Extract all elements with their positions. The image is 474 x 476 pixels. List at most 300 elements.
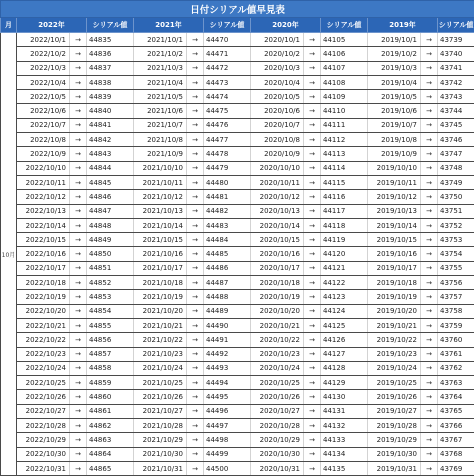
date-cell-2022[interactable]: 2022/10/2 bbox=[17, 47, 70, 61]
date-cell-2021[interactable]: 2021/10/7 bbox=[134, 118, 187, 132]
arrow-icon[interactable]: → bbox=[304, 175, 321, 189]
arrow-icon[interactable]: → bbox=[187, 218, 204, 232]
arrow-icon[interactable]: → bbox=[70, 276, 87, 290]
arrow-icon[interactable]: → bbox=[70, 61, 87, 75]
arrow-icon[interactable]: → bbox=[70, 90, 87, 104]
arrow-icon[interactable]: → bbox=[421, 347, 438, 361]
serial-cell-2020[interactable]: 44122 bbox=[321, 276, 368, 290]
arrow-icon[interactable]: → bbox=[421, 419, 438, 433]
date-cell-2021[interactable]: 2021/10/15 bbox=[134, 233, 187, 247]
arrow-icon[interactable]: → bbox=[187, 233, 204, 247]
date-cell-2021[interactable]: 2021/10/23 bbox=[134, 347, 187, 361]
serial-cell-2020[interactable]: 44121 bbox=[321, 261, 368, 275]
serial-cell-2022[interactable]: 44857 bbox=[87, 347, 134, 361]
arrow-icon[interactable]: → bbox=[70, 247, 87, 261]
serial-cell-2019[interactable]: 43768 bbox=[438, 447, 474, 461]
date-cell-2022[interactable]: 2022/10/29 bbox=[17, 433, 70, 447]
arrow-icon[interactable]: → bbox=[421, 147, 438, 161]
arrow-icon[interactable]: → bbox=[70, 390, 87, 404]
arrow-icon[interactable]: → bbox=[70, 290, 87, 304]
serial-cell-2021[interactable]: 44476 bbox=[204, 118, 251, 132]
date-cell-2021[interactable]: 2021/10/14 bbox=[134, 218, 187, 232]
serial-cell-2019[interactable]: 43749 bbox=[438, 175, 474, 189]
date-cell-2019[interactable]: 2019/10/15 bbox=[368, 233, 421, 247]
date-cell-2020[interactable]: 2020/10/17 bbox=[251, 261, 304, 275]
serial-cell-2021[interactable]: 44496 bbox=[204, 404, 251, 418]
date-cell-2022[interactable]: 2022/10/16 bbox=[17, 247, 70, 261]
serial-cell-2019[interactable]: 43757 bbox=[438, 290, 474, 304]
serial-cell-2020[interactable]: 44130 bbox=[321, 390, 368, 404]
serial-cell-2021[interactable]: 44484 bbox=[204, 233, 251, 247]
serial-cell-2021[interactable]: 44494 bbox=[204, 376, 251, 390]
date-cell-2021[interactable]: 2021/10/29 bbox=[134, 433, 187, 447]
date-cell-2022[interactable]: 2022/10/3 bbox=[17, 61, 70, 75]
date-cell-2019[interactable]: 2019/10/24 bbox=[368, 361, 421, 375]
arrow-icon[interactable]: → bbox=[304, 361, 321, 375]
serial-cell-2021[interactable]: 44473 bbox=[204, 75, 251, 89]
serial-cell-2022[interactable]: 44841 bbox=[87, 118, 134, 132]
serial-cell-2022[interactable]: 44835 bbox=[87, 33, 134, 47]
arrow-icon[interactable]: → bbox=[421, 318, 438, 332]
date-cell-2021[interactable]: 2021/10/11 bbox=[134, 175, 187, 189]
arrow-icon[interactable]: → bbox=[187, 433, 204, 447]
date-cell-2022[interactable]: 2022/10/15 bbox=[17, 233, 70, 247]
serial-cell-2019[interactable]: 43745 bbox=[438, 118, 474, 132]
date-cell-2019[interactable]: 2019/10/22 bbox=[368, 333, 421, 347]
arrow-icon[interactable]: → bbox=[70, 318, 87, 332]
serial-cell-2021[interactable]: 44472 bbox=[204, 61, 251, 75]
date-cell-2019[interactable]: 2019/10/7 bbox=[368, 118, 421, 132]
serial-cell-2019[interactable]: 43769 bbox=[438, 461, 474, 475]
arrow-icon[interactable]: → bbox=[421, 304, 438, 318]
arrow-icon[interactable]: → bbox=[70, 461, 87, 475]
arrow-icon[interactable]: → bbox=[70, 161, 87, 175]
date-cell-2021[interactable]: 2021/10/18 bbox=[134, 276, 187, 290]
arrow-icon[interactable]: → bbox=[421, 333, 438, 347]
date-cell-2019[interactable]: 2019/10/30 bbox=[368, 447, 421, 461]
date-cell-2020[interactable]: 2020/10/6 bbox=[251, 104, 304, 118]
serial-cell-2021[interactable]: 44498 bbox=[204, 433, 251, 447]
serial-cell-2019[interactable]: 43742 bbox=[438, 75, 474, 89]
date-cell-2022[interactable]: 2022/10/25 bbox=[17, 376, 70, 390]
date-cell-2022[interactable]: 2022/10/21 bbox=[17, 318, 70, 332]
date-cell-2022[interactable]: 2022/10/30 bbox=[17, 447, 70, 461]
date-cell-2022[interactable]: 2022/10/19 bbox=[17, 290, 70, 304]
date-cell-2021[interactable]: 2021/10/21 bbox=[134, 318, 187, 332]
date-cell-2019[interactable]: 2019/10/11 bbox=[368, 175, 421, 189]
date-cell-2021[interactable]: 2021/10/24 bbox=[134, 361, 187, 375]
arrow-icon[interactable]: → bbox=[187, 161, 204, 175]
date-cell-2019[interactable]: 2019/10/26 bbox=[368, 390, 421, 404]
serial-cell-2020[interactable]: 44110 bbox=[321, 104, 368, 118]
serial-cell-2020[interactable]: 44114 bbox=[321, 161, 368, 175]
serial-cell-2021[interactable]: 44483 bbox=[204, 218, 251, 232]
serial-cell-2020[interactable]: 44116 bbox=[321, 190, 368, 204]
serial-cell-2020[interactable]: 44108 bbox=[321, 75, 368, 89]
serial-cell-2021[interactable]: 44478 bbox=[204, 147, 251, 161]
date-cell-2021[interactable]: 2021/10/16 bbox=[134, 247, 187, 261]
arrow-icon[interactable]: → bbox=[304, 404, 321, 418]
date-cell-2020[interactable]: 2020/10/2 bbox=[251, 47, 304, 61]
date-cell-2020[interactable]: 2020/10/26 bbox=[251, 390, 304, 404]
date-cell-2022[interactable]: 2022/10/18 bbox=[17, 276, 70, 290]
serial-cell-2022[interactable]: 44849 bbox=[87, 233, 134, 247]
serial-cell-2022[interactable]: 44859 bbox=[87, 376, 134, 390]
arrow-icon[interactable]: → bbox=[187, 333, 204, 347]
serial-cell-2020[interactable]: 44115 bbox=[321, 175, 368, 189]
serial-cell-2019[interactable]: 43766 bbox=[438, 419, 474, 433]
arrow-icon[interactable]: → bbox=[304, 190, 321, 204]
serial-cell-2019[interactable]: 43741 bbox=[438, 61, 474, 75]
date-cell-2021[interactable]: 2021/10/28 bbox=[134, 419, 187, 433]
arrow-icon[interactable]: → bbox=[304, 304, 321, 318]
date-cell-2019[interactable]: 2019/10/6 bbox=[368, 104, 421, 118]
date-cell-2021[interactable]: 2021/10/22 bbox=[134, 333, 187, 347]
arrow-icon[interactable]: → bbox=[304, 204, 321, 218]
serial-cell-2019[interactable]: 43739 bbox=[438, 33, 474, 47]
serial-cell-2019[interactable]: 43767 bbox=[438, 433, 474, 447]
serial-cell-2019[interactable]: 43740 bbox=[438, 47, 474, 61]
serial-cell-2020[interactable]: 44107 bbox=[321, 61, 368, 75]
serial-cell-2019[interactable]: 43746 bbox=[438, 133, 474, 147]
arrow-icon[interactable]: → bbox=[421, 118, 438, 132]
serial-cell-2022[interactable]: 44865 bbox=[87, 461, 134, 475]
date-cell-2022[interactable]: 2022/10/23 bbox=[17, 347, 70, 361]
arrow-icon[interactable]: → bbox=[70, 376, 87, 390]
date-cell-2020[interactable]: 2020/10/20 bbox=[251, 304, 304, 318]
date-cell-2022[interactable]: 2022/10/5 bbox=[17, 90, 70, 104]
date-cell-2021[interactable]: 2021/10/1 bbox=[134, 33, 187, 47]
serial-cell-2021[interactable]: 44481 bbox=[204, 190, 251, 204]
arrow-icon[interactable]: → bbox=[421, 390, 438, 404]
date-cell-2020[interactable]: 2020/10/27 bbox=[251, 404, 304, 418]
arrow-icon[interactable]: → bbox=[421, 90, 438, 104]
date-cell-2022[interactable]: 2022/10/8 bbox=[17, 133, 70, 147]
serial-cell-2021[interactable]: 44492 bbox=[204, 347, 251, 361]
date-cell-2019[interactable]: 2019/10/13 bbox=[368, 204, 421, 218]
arrow-icon[interactable]: → bbox=[187, 33, 204, 47]
arrow-icon[interactable]: → bbox=[304, 318, 321, 332]
serial-cell-2019[interactable]: 43762 bbox=[438, 361, 474, 375]
date-cell-2021[interactable]: 2021/10/8 bbox=[134, 133, 187, 147]
date-cell-2019[interactable]: 2019/10/20 bbox=[368, 304, 421, 318]
date-cell-2022[interactable]: 2022/10/1 bbox=[17, 33, 70, 47]
arrow-icon[interactable]: → bbox=[70, 147, 87, 161]
serial-cell-2020[interactable]: 44129 bbox=[321, 376, 368, 390]
serial-cell-2020[interactable]: 44119 bbox=[321, 233, 368, 247]
date-cell-2022[interactable]: 2022/10/14 bbox=[17, 218, 70, 232]
serial-cell-2022[interactable]: 44843 bbox=[87, 147, 134, 161]
arrow-icon[interactable]: → bbox=[70, 75, 87, 89]
date-cell-2021[interactable]: 2021/10/17 bbox=[134, 261, 187, 275]
serial-cell-2022[interactable]: 44842 bbox=[87, 133, 134, 147]
serial-cell-2020[interactable]: 44120 bbox=[321, 247, 368, 261]
arrow-icon[interactable]: → bbox=[304, 333, 321, 347]
date-cell-2019[interactable]: 2019/10/9 bbox=[368, 147, 421, 161]
serial-cell-2022[interactable]: 44852 bbox=[87, 276, 134, 290]
serial-cell-2022[interactable]: 44836 bbox=[87, 47, 134, 61]
arrow-icon[interactable]: → bbox=[304, 61, 321, 75]
arrow-icon[interactable]: → bbox=[70, 347, 87, 361]
date-cell-2021[interactable]: 2021/10/12 bbox=[134, 190, 187, 204]
arrow-icon[interactable]: → bbox=[304, 118, 321, 132]
serial-cell-2019[interactable]: 43753 bbox=[438, 233, 474, 247]
arrow-icon[interactable]: → bbox=[421, 447, 438, 461]
arrow-icon[interactable]: → bbox=[187, 361, 204, 375]
arrow-icon[interactable]: → bbox=[187, 447, 204, 461]
arrow-icon[interactable]: → bbox=[187, 276, 204, 290]
serial-cell-2021[interactable]: 44486 bbox=[204, 261, 251, 275]
arrow-icon[interactable]: → bbox=[70, 419, 87, 433]
arrow-icon[interactable]: → bbox=[187, 404, 204, 418]
date-cell-2020[interactable]: 2020/10/25 bbox=[251, 376, 304, 390]
serial-cell-2022[interactable]: 44853 bbox=[87, 290, 134, 304]
serial-cell-2022[interactable]: 44838 bbox=[87, 75, 134, 89]
date-cell-2020[interactable]: 2020/10/18 bbox=[251, 276, 304, 290]
serial-cell-2019[interactable]: 43764 bbox=[438, 390, 474, 404]
arrow-icon[interactable]: → bbox=[187, 390, 204, 404]
arrow-icon[interactable]: → bbox=[304, 75, 321, 89]
date-cell-2022[interactable]: 2022/10/22 bbox=[17, 333, 70, 347]
serial-cell-2020[interactable]: 44118 bbox=[321, 218, 368, 232]
date-cell-2019[interactable]: 2019/10/4 bbox=[368, 75, 421, 89]
date-cell-2021[interactable]: 2021/10/25 bbox=[134, 376, 187, 390]
serial-cell-2019[interactable]: 43754 bbox=[438, 247, 474, 261]
date-cell-2020[interactable]: 2020/10/15 bbox=[251, 233, 304, 247]
date-cell-2019[interactable]: 2019/10/19 bbox=[368, 290, 421, 304]
arrow-icon[interactable]: → bbox=[304, 218, 321, 232]
serial-cell-2019[interactable]: 43752 bbox=[438, 218, 474, 232]
serial-cell-2022[interactable]: 44848 bbox=[87, 218, 134, 232]
date-cell-2021[interactable]: 2021/10/4 bbox=[134, 75, 187, 89]
date-cell-2022[interactable]: 2022/10/27 bbox=[17, 404, 70, 418]
arrow-icon[interactable]: → bbox=[187, 247, 204, 261]
arrow-icon[interactable]: → bbox=[70, 204, 87, 218]
serial-cell-2019[interactable]: 43750 bbox=[438, 190, 474, 204]
date-cell-2021[interactable]: 2021/10/9 bbox=[134, 147, 187, 161]
arrow-icon[interactable]: → bbox=[187, 304, 204, 318]
date-cell-2019[interactable]: 2019/10/28 bbox=[368, 419, 421, 433]
date-cell-2022[interactable]: 2022/10/7 bbox=[17, 118, 70, 132]
arrow-icon[interactable]: → bbox=[304, 433, 321, 447]
serial-cell-2019[interactable]: 43759 bbox=[438, 318, 474, 332]
arrow-icon[interactable]: → bbox=[421, 290, 438, 304]
arrow-icon[interactable]: → bbox=[304, 419, 321, 433]
arrow-icon[interactable]: → bbox=[304, 104, 321, 118]
serial-cell-2022[interactable]: 44855 bbox=[87, 318, 134, 332]
arrow-icon[interactable]: → bbox=[304, 276, 321, 290]
date-cell-2021[interactable]: 2021/10/27 bbox=[134, 404, 187, 418]
date-cell-2020[interactable]: 2020/10/14 bbox=[251, 218, 304, 232]
arrow-icon[interactable]: → bbox=[187, 376, 204, 390]
serial-cell-2020[interactable]: 44112 bbox=[321, 133, 368, 147]
date-cell-2021[interactable]: 2021/10/6 bbox=[134, 104, 187, 118]
arrow-icon[interactable]: → bbox=[421, 276, 438, 290]
date-cell-2021[interactable]: 2021/10/31 bbox=[134, 461, 187, 475]
arrow-icon[interactable]: → bbox=[70, 447, 87, 461]
arrow-icon[interactable]: → bbox=[421, 433, 438, 447]
serial-cell-2019[interactable]: 43747 bbox=[438, 147, 474, 161]
arrow-icon[interactable]: → bbox=[421, 376, 438, 390]
date-cell-2020[interactable]: 2020/10/29 bbox=[251, 433, 304, 447]
date-cell-2021[interactable]: 2021/10/10 bbox=[134, 161, 187, 175]
serial-cell-2019[interactable]: 43751 bbox=[438, 204, 474, 218]
serial-cell-2021[interactable]: 44493 bbox=[204, 361, 251, 375]
arrow-icon[interactable]: → bbox=[187, 419, 204, 433]
arrow-icon[interactable]: → bbox=[187, 318, 204, 332]
date-cell-2020[interactable]: 2020/10/24 bbox=[251, 361, 304, 375]
date-cell-2019[interactable]: 2019/10/25 bbox=[368, 376, 421, 390]
serial-cell-2022[interactable]: 44844 bbox=[87, 161, 134, 175]
arrow-icon[interactable]: → bbox=[304, 447, 321, 461]
arrow-icon[interactable]: → bbox=[304, 161, 321, 175]
date-cell-2019[interactable]: 2019/10/23 bbox=[368, 347, 421, 361]
serial-cell-2021[interactable]: 44499 bbox=[204, 447, 251, 461]
date-cell-2020[interactable]: 2020/10/3 bbox=[251, 61, 304, 75]
date-cell-2020[interactable]: 2020/10/31 bbox=[251, 461, 304, 475]
serial-cell-2020[interactable]: 44123 bbox=[321, 290, 368, 304]
serial-cell-2020[interactable]: 44125 bbox=[321, 318, 368, 332]
serial-cell-2022[interactable]: 44863 bbox=[87, 433, 134, 447]
arrow-icon[interactable]: → bbox=[421, 204, 438, 218]
date-cell-2019[interactable]: 2019/10/8 bbox=[368, 133, 421, 147]
serial-cell-2019[interactable]: 43743 bbox=[438, 90, 474, 104]
serial-cell-2022[interactable]: 44845 bbox=[87, 175, 134, 189]
arrow-icon[interactable]: → bbox=[304, 90, 321, 104]
serial-cell-2021[interactable]: 44470 bbox=[204, 33, 251, 47]
serial-cell-2021[interactable]: 44487 bbox=[204, 276, 251, 290]
date-cell-2020[interactable]: 2020/10/13 bbox=[251, 204, 304, 218]
serial-cell-2021[interactable]: 44480 bbox=[204, 175, 251, 189]
serial-cell-2019[interactable]: 43744 bbox=[438, 104, 474, 118]
arrow-icon[interactable]: → bbox=[187, 175, 204, 189]
date-cell-2019[interactable]: 2019/10/12 bbox=[368, 190, 421, 204]
arrow-icon[interactable]: → bbox=[187, 147, 204, 161]
date-cell-2019[interactable]: 2019/10/16 bbox=[368, 247, 421, 261]
date-cell-2020[interactable]: 2020/10/10 bbox=[251, 161, 304, 175]
arrow-icon[interactable]: → bbox=[304, 347, 321, 361]
serial-cell-2021[interactable]: 44479 bbox=[204, 161, 251, 175]
arrow-icon[interactable]: → bbox=[187, 190, 204, 204]
arrow-icon[interactable]: → bbox=[187, 118, 204, 132]
arrow-icon[interactable]: → bbox=[304, 233, 321, 247]
serial-cell-2019[interactable]: 43763 bbox=[438, 376, 474, 390]
arrow-icon[interactable]: → bbox=[304, 376, 321, 390]
date-cell-2019[interactable]: 2019/10/31 bbox=[368, 461, 421, 475]
date-cell-2019[interactable]: 2019/10/14 bbox=[368, 218, 421, 232]
arrow-icon[interactable]: → bbox=[304, 461, 321, 475]
arrow-icon[interactable]: → bbox=[187, 204, 204, 218]
serial-cell-2021[interactable]: 44491 bbox=[204, 333, 251, 347]
arrow-icon[interactable]: → bbox=[421, 47, 438, 61]
serial-cell-2021[interactable]: 44500 bbox=[204, 461, 251, 475]
serial-cell-2020[interactable]: 44126 bbox=[321, 333, 368, 347]
serial-cell-2021[interactable]: 44475 bbox=[204, 104, 251, 118]
arrow-icon[interactable]: → bbox=[421, 261, 438, 275]
arrow-icon[interactable]: → bbox=[70, 433, 87, 447]
serial-cell-2019[interactable]: 43756 bbox=[438, 276, 474, 290]
arrow-icon[interactable]: → bbox=[421, 133, 438, 147]
arrow-icon[interactable]: → bbox=[70, 233, 87, 247]
serial-cell-2020[interactable]: 44128 bbox=[321, 361, 368, 375]
arrow-icon[interactable]: → bbox=[187, 104, 204, 118]
arrow-icon[interactable]: → bbox=[70, 104, 87, 118]
arrow-icon[interactable]: → bbox=[70, 190, 87, 204]
arrow-icon[interactable]: → bbox=[421, 190, 438, 204]
date-cell-2022[interactable]: 2022/10/9 bbox=[17, 147, 70, 161]
date-cell-2021[interactable]: 2021/10/26 bbox=[134, 390, 187, 404]
date-cell-2022[interactable]: 2022/10/28 bbox=[17, 419, 70, 433]
serial-cell-2021[interactable]: 44477 bbox=[204, 133, 251, 147]
date-cell-2019[interactable]: 2019/10/29 bbox=[368, 433, 421, 447]
arrow-icon[interactable]: → bbox=[421, 75, 438, 89]
arrow-icon[interactable]: → bbox=[70, 333, 87, 347]
serial-cell-2021[interactable]: 44489 bbox=[204, 304, 251, 318]
date-cell-2019[interactable]: 2019/10/27 bbox=[368, 404, 421, 418]
arrow-icon[interactable]: → bbox=[421, 161, 438, 175]
serial-cell-2020[interactable]: 44132 bbox=[321, 419, 368, 433]
serial-cell-2022[interactable]: 44856 bbox=[87, 333, 134, 347]
date-cell-2020[interactable]: 2020/10/11 bbox=[251, 175, 304, 189]
date-cell-2020[interactable]: 2020/10/12 bbox=[251, 190, 304, 204]
date-cell-2022[interactable]: 2022/10/10 bbox=[17, 161, 70, 175]
arrow-icon[interactable]: → bbox=[187, 133, 204, 147]
arrow-icon[interactable]: → bbox=[187, 347, 204, 361]
serial-cell-2020[interactable]: 44135 bbox=[321, 461, 368, 475]
date-cell-2020[interactable]: 2020/10/5 bbox=[251, 90, 304, 104]
arrow-icon[interactable]: → bbox=[187, 261, 204, 275]
arrow-icon[interactable]: → bbox=[70, 218, 87, 232]
arrow-icon[interactable]: → bbox=[421, 33, 438, 47]
serial-cell-2022[interactable]: 44864 bbox=[87, 447, 134, 461]
date-cell-2021[interactable]: 2021/10/3 bbox=[134, 61, 187, 75]
serial-cell-2021[interactable]: 44485 bbox=[204, 247, 251, 261]
serial-cell-2020[interactable]: 44111 bbox=[321, 118, 368, 132]
serial-cell-2021[interactable]: 44495 bbox=[204, 390, 251, 404]
serial-cell-2021[interactable]: 44488 bbox=[204, 290, 251, 304]
date-cell-2022[interactable]: 2022/10/13 bbox=[17, 204, 70, 218]
serial-cell-2019[interactable]: 43765 bbox=[438, 404, 474, 418]
arrow-icon[interactable]: → bbox=[70, 304, 87, 318]
date-cell-2019[interactable]: 2019/10/3 bbox=[368, 61, 421, 75]
date-cell-2021[interactable]: 2021/10/2 bbox=[134, 47, 187, 61]
serial-cell-2022[interactable]: 44862 bbox=[87, 419, 134, 433]
serial-cell-2022[interactable]: 44846 bbox=[87, 190, 134, 204]
serial-cell-2022[interactable]: 44850 bbox=[87, 247, 134, 261]
serial-cell-2020[interactable]: 44134 bbox=[321, 447, 368, 461]
arrow-icon[interactable]: → bbox=[304, 133, 321, 147]
arrow-icon[interactable]: → bbox=[421, 247, 438, 261]
date-cell-2020[interactable]: 2020/10/7 bbox=[251, 118, 304, 132]
serial-cell-2021[interactable]: 44490 bbox=[204, 318, 251, 332]
arrow-icon[interactable]: → bbox=[421, 361, 438, 375]
arrow-icon[interactable]: → bbox=[304, 261, 321, 275]
serial-cell-2022[interactable]: 44847 bbox=[87, 204, 134, 218]
date-cell-2022[interactable]: 2022/10/17 bbox=[17, 261, 70, 275]
date-cell-2020[interactable]: 2020/10/23 bbox=[251, 347, 304, 361]
date-cell-2019[interactable]: 2019/10/18 bbox=[368, 276, 421, 290]
serial-cell-2019[interactable]: 43761 bbox=[438, 347, 474, 361]
arrow-icon[interactable]: → bbox=[187, 461, 204, 475]
date-cell-2022[interactable]: 2022/10/12 bbox=[17, 190, 70, 204]
date-cell-2020[interactable]: 2020/10/1 bbox=[251, 33, 304, 47]
arrow-icon[interactable]: → bbox=[304, 147, 321, 161]
date-cell-2020[interactable]: 2020/10/22 bbox=[251, 333, 304, 347]
arrow-icon[interactable]: → bbox=[304, 247, 321, 261]
date-cell-2022[interactable]: 2022/10/20 bbox=[17, 304, 70, 318]
date-cell-2019[interactable]: 2019/10/2 bbox=[368, 47, 421, 61]
date-cell-2020[interactable]: 2020/10/21 bbox=[251, 318, 304, 332]
